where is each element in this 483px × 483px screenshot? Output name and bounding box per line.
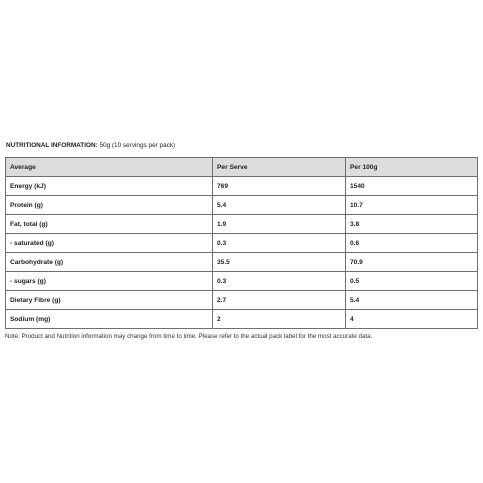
header-average: Average xyxy=(6,158,213,177)
per-serve-value: 35.5 xyxy=(213,253,346,272)
per-100g-value: 1540 xyxy=(346,177,478,196)
per-serve-value: 2.7 xyxy=(213,291,346,310)
per-100g-value: 0.5 xyxy=(346,272,478,291)
per-100g-value: 0.6 xyxy=(346,234,478,253)
nutrition-title xyxy=(6,142,175,149)
per-100g-value: 3.8 xyxy=(346,215,478,234)
row-label: Carbohydrate (g) xyxy=(6,253,213,272)
table-row xyxy=(6,291,478,310)
nutrition-title-detail: 50g (10 servings per pack) xyxy=(97,142,176,149)
per-100g-value: 5.4 xyxy=(346,291,478,310)
table-row xyxy=(6,272,478,291)
table-row xyxy=(6,253,478,272)
row-label: Energy (kJ) xyxy=(6,177,213,196)
table-header-row xyxy=(6,158,478,177)
per-serve-value: 5.4 xyxy=(213,196,346,215)
header-per-100g: Per 100g xyxy=(346,158,478,177)
row-label: Sodium (mg) xyxy=(6,310,213,329)
per-serve-value: 769 xyxy=(213,177,346,196)
table-row xyxy=(6,310,478,329)
header-per-serve: Per Serve xyxy=(213,158,346,177)
per-serve-value: 2 xyxy=(213,310,346,329)
row-label: - saturated (g) xyxy=(6,234,213,253)
nutrition-title-label: NUTRITIONAL INFORMATION: xyxy=(6,142,98,149)
table-row xyxy=(6,177,478,196)
table-row xyxy=(6,234,478,253)
row-label: Protein (g) xyxy=(6,196,213,215)
table-row xyxy=(6,196,478,215)
row-label: - sugars (g) xyxy=(6,272,213,291)
per-100g-value: 4 xyxy=(346,310,478,329)
per-serve-value: 0.3 xyxy=(213,272,346,291)
row-label: Fat, total (g) xyxy=(6,215,213,234)
per-serve-value: 0.3 xyxy=(213,234,346,253)
per-serve-value: 1.9 xyxy=(213,215,346,234)
nutrition-table xyxy=(5,157,478,329)
per-100g-value: 10.7 xyxy=(346,196,478,215)
row-label: Dietary Fibre (g) xyxy=(6,291,213,310)
per-100g-value: 70.9 xyxy=(346,253,478,272)
table-row xyxy=(6,215,478,234)
disclaimer-note: Note: Product and Nutrition information may change from time to time. Please refer to the actual pack label for the most accurate data. xyxy=(5,333,373,340)
